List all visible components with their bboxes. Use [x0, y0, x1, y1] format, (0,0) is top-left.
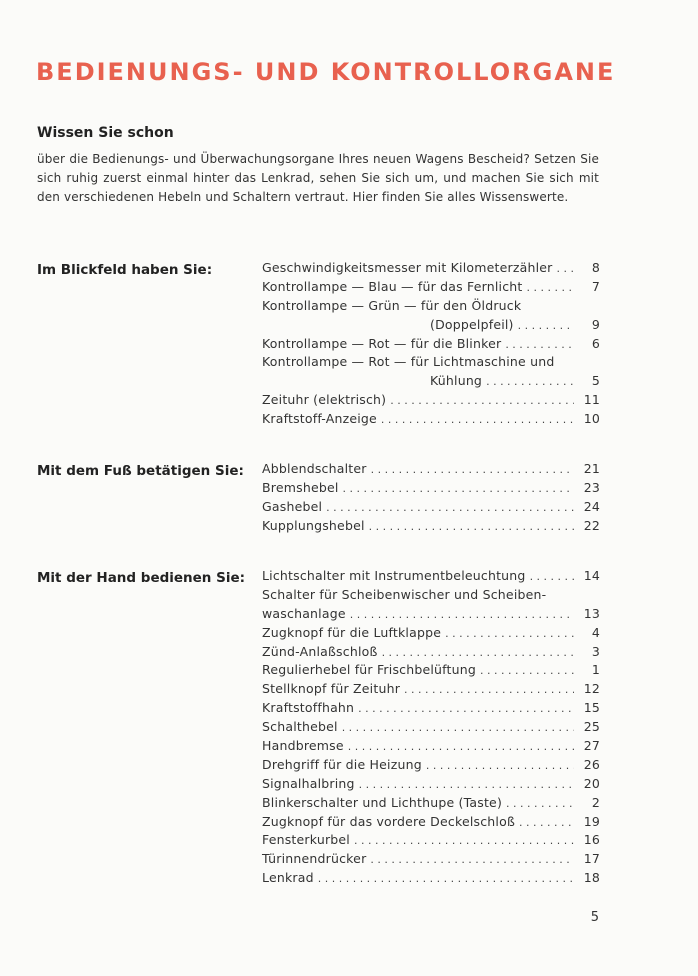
page-ref: 6: [591, 335, 600, 351]
list-item-label: Zugknopf für die Luftklappe: [262, 624, 442, 640]
page-ref: 16: [583, 832, 600, 848]
list-item: [262, 699, 600, 718]
page-ref: 5: [591, 373, 600, 389]
list-item: [262, 737, 600, 756]
leader-dots: [381, 411, 574, 430]
page-ref: 11: [583, 392, 600, 408]
leader-dots: [518, 317, 574, 336]
list-item-label: Blinkerschalter und Lichthupe (Taste): [262, 794, 503, 810]
intro-heading: Wissen Sie schon: [37, 125, 174, 141]
list-item-label: Kontrollampe — Rot — für die Blinker: [262, 335, 502, 351]
list-item: [262, 517, 600, 536]
page-ref: 4: [591, 624, 600, 640]
page-ref: 19: [583, 813, 600, 829]
leader-dots: [506, 795, 574, 814]
list-item: [262, 410, 600, 429]
list-item: [262, 718, 600, 737]
list-item-label: Abblendschalter: [262, 461, 367, 476]
page-ref: 7: [591, 278, 600, 294]
leader-dots: [486, 373, 574, 392]
leader-dots: [370, 851, 574, 870]
page-ref: 21: [583, 461, 600, 476]
list-item: [262, 335, 600, 354]
page-ref: 25: [583, 719, 600, 735]
page-ref: 17: [583, 851, 600, 867]
page-title: BEDIENUNGS- UND KONTROLLORGANE: [36, 58, 616, 86]
list-item-label: Regulierhebel für Frischbelüftung: [262, 662, 477, 678]
list-item: [262, 756, 600, 775]
list-item-label-cont: waschanlage: [262, 605, 346, 621]
list-item-label: Lenkrad: [262, 870, 314, 886]
page-ref: 26: [583, 756, 600, 772]
list-item-label: Schalter für Scheibenwischer und Scheiben-: [262, 586, 547, 602]
page-ref: 18: [583, 870, 600, 886]
leader-dots: [371, 461, 574, 480]
list-item: [262, 831, 600, 850]
list-item-label: Schalthebel: [262, 719, 338, 735]
list-item: [262, 479, 600, 498]
list-item-continuation: [262, 316, 600, 335]
list-item-label: Kraftstoffhahn: [262, 700, 355, 716]
leader-dots: [348, 738, 574, 757]
section-heading-fuss: Mit dem Fuß betätigen Sie:: [37, 463, 244, 479]
list-item: [262, 661, 600, 680]
page-ref: 24: [583, 498, 600, 514]
leader-dots: [445, 625, 574, 644]
list-fuss: [262, 460, 600, 536]
list-item-label: Kontrollampe — Blau — für das Fernlicht: [262, 278, 523, 294]
leader-dots: [358, 700, 574, 719]
leader-dots: [326, 499, 574, 518]
list-item-label: Zugknopf für das vordere Deckelschloß: [262, 813, 516, 829]
list-item-label: Kraftstoff-Anzeige: [262, 411, 377, 427]
leader-dots: [359, 776, 574, 795]
list-item: [262, 869, 600, 888]
leader-dots: [354, 832, 574, 851]
list-item-label-cont: Kühlung: [430, 373, 483, 389]
section-heading-blickfeld: Im Blickfeld haben Sie:: [37, 262, 213, 278]
list-item-label: Fensterkurbel: [262, 832, 350, 848]
leader-dots: [343, 480, 574, 499]
page-ref: 2: [591, 794, 600, 810]
page-ref: 14: [583, 568, 600, 583]
list-item: [262, 391, 600, 410]
list-item-label: Kontrollampe — Grün — für den Öldruck: [262, 297, 522, 313]
page-ref: 8: [591, 260, 600, 275]
leader-dots: [350, 606, 574, 625]
list-item: [262, 775, 600, 794]
page-ref: 23: [583, 479, 600, 495]
intro-text: über die Bedienungs- und Überwachungsorgane Ihres neuen Wagens Bescheid? Setzen Sie sich ruhig zuerst einmal hinter das Lenkrad, sehen Sie sich um, und machen Sie sich mit den verschiedenen Hebeln und Schaltern vertraut. Hier finden Sie alles Wissenswerte.: [37, 152, 599, 205]
list-item: [262, 813, 600, 832]
list-item-label: Stellknopf für Zeituhr: [262, 681, 401, 697]
page-ref: 13: [583, 605, 600, 621]
list-blickfeld: [262, 259, 600, 429]
list-item-label: Lichtschalter mit Instrumentbeleuchtung: [262, 568, 526, 583]
leader-dots: [519, 814, 574, 833]
list-item: [262, 643, 600, 662]
list-item: [262, 297, 600, 316]
leader-dots: [426, 757, 574, 776]
list-item-label: Kupplungshebel: [262, 517, 365, 533]
list-item: [262, 460, 600, 479]
page-ref: 20: [583, 775, 600, 791]
list-item: [262, 680, 600, 699]
page-ref: 1: [591, 662, 600, 678]
list-item: [262, 498, 600, 517]
leader-dots: [369, 518, 574, 537]
list-item-label: Geschwindigkeitsmesser mit Kilometerzähler: [262, 260, 553, 275]
list-item: [262, 567, 600, 586]
leader-dots: [556, 260, 574, 279]
list-item-label: Zeituhr (elektrisch): [262, 392, 387, 408]
list-item-label: Drehgriff für die Heizung: [262, 756, 422, 772]
list-hand: [262, 567, 600, 888]
leader-dots: [390, 392, 574, 411]
list-item: [262, 586, 600, 605]
list-item-label: Kontrollampe — Rot — für Lichtmaschine und: [262, 354, 555, 370]
leader-dots: [480, 662, 574, 681]
page-ref: 9: [591, 316, 600, 332]
leader-dots: [318, 870, 574, 889]
list-item: [262, 259, 600, 278]
list-item: [262, 624, 600, 643]
leader-dots: [505, 336, 574, 355]
page-ref: 15: [583, 700, 600, 716]
section-heading-hand: Mit der Hand bedienen Sie:: [37, 570, 246, 586]
page-ref: 22: [583, 517, 600, 533]
leader-dots: [342, 719, 574, 738]
list-item-continuation: [262, 372, 600, 391]
page-ref: 10: [583, 411, 600, 427]
list-item-label: Bremshebel: [262, 479, 339, 495]
page-ref: 27: [583, 738, 600, 754]
list-item: [262, 353, 600, 372]
list-item-label: Türinnendrücker: [262, 851, 367, 867]
list-item-label: Gashebel: [262, 498, 323, 514]
list-item-label: Signalhalbring: [262, 775, 355, 791]
list-item-continuation: [262, 605, 600, 624]
list-item: [262, 278, 600, 297]
leader-dots: [382, 644, 574, 663]
page-ref: 3: [591, 643, 600, 659]
list-item-label-cont: (Doppelpfeil): [430, 316, 514, 332]
leader-dots: [527, 279, 575, 298]
list-item-label: Handbremse: [262, 738, 344, 754]
leader-dots: [530, 568, 574, 587]
leader-dots: [404, 681, 574, 700]
list-item: [262, 794, 600, 813]
list-item: [262, 850, 600, 869]
list-item-label: Zünd-Anlaßschloß: [262, 643, 378, 659]
page-number: 5: [590, 910, 599, 925]
page-ref: 12: [583, 681, 600, 697]
